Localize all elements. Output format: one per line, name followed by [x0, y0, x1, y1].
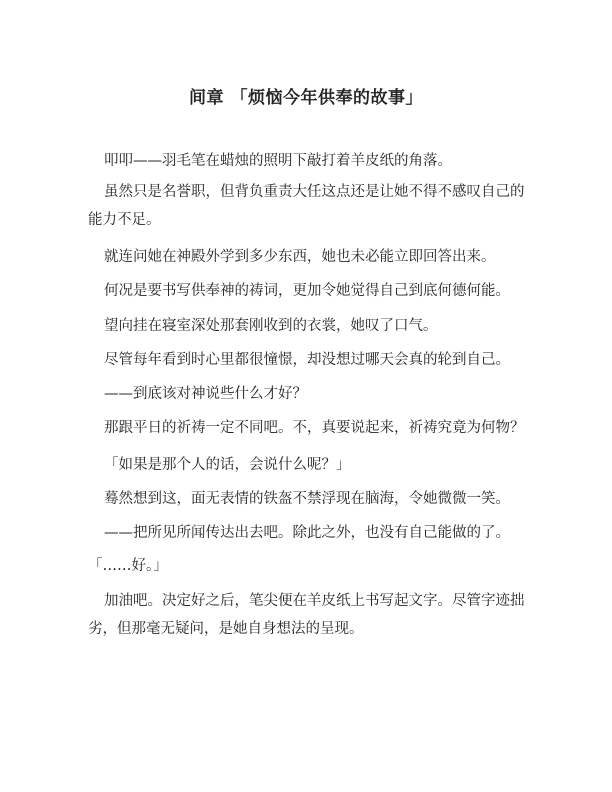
paragraph: [88, 587, 525, 643]
paragraph-line: 加油吧。决定好之后，笔尖便在羊皮纸上书写起文字。尽管字迹拙: [104, 593, 525, 609]
paragraph-line: 就连问她在神殿外学到多少东西，她也未必能立即回答出来。: [104, 249, 496, 265]
paragraph-line: 何况是要书写供奉神的祷词，更加令她觉得自己到底何德何能。: [104, 283, 510, 299]
paragraph-line: ——把所见所闻传达出去吧。除此之外，也没有自己能做的了。: [104, 525, 510, 541]
paragraph-line: 劣，但那毫无疑问，是她自身想法的呈现。: [88, 621, 364, 637]
paragraph: [104, 414, 524, 442]
paragraph: [104, 277, 524, 305]
paragraph-line: ——到底该对神说些什么才好？: [104, 386, 307, 402]
paragraph: [104, 346, 524, 374]
paragraph: [88, 178, 525, 234]
paragraph-line: 「……好。」: [88, 558, 168, 574]
paragraph: [104, 147, 524, 175]
paragraph-line: 「如果是那个人的话，会说什么呢？」: [104, 457, 351, 473]
paragraph: [104, 312, 524, 340]
paragraph: [104, 380, 524, 408]
chapter-title: 间章 「烦恼今年供奉的故事」: [189, 88, 423, 109]
paragraph-line: 虽然只是名誉职，但背负重责大任这点还是让她不得不感叹自己的: [104, 184, 525, 200]
paragraph-line: 能力不足。: [88, 212, 161, 228]
paragraph-line: 那跟平日的祈祷一定不同吧。不，真要说起来，祈祷究竟为何物？: [104, 420, 525, 436]
paragraph: [104, 485, 524, 513]
paragraph: [88, 552, 508, 580]
paragraph: [104, 519, 524, 547]
paragraph-line: 望向挂在寝室深处那套刚收到的衣裳，她叹了口气。: [104, 318, 438, 334]
paragraph-line: 蓦然想到这，面无表情的铁盔不禁浮现在脑海，令她微微一笑。: [104, 491, 510, 507]
paragraph-line: 尽管每年看到时心里都很憧憬，却没想过哪天会真的轮到自己。: [104, 352, 510, 368]
paragraph-line: 叩叩——羽毛笔在蜡烛的照明下敲打着羊皮纸的角落。: [104, 153, 452, 169]
paragraph: [104, 451, 524, 479]
paragraph: [104, 243, 524, 271]
